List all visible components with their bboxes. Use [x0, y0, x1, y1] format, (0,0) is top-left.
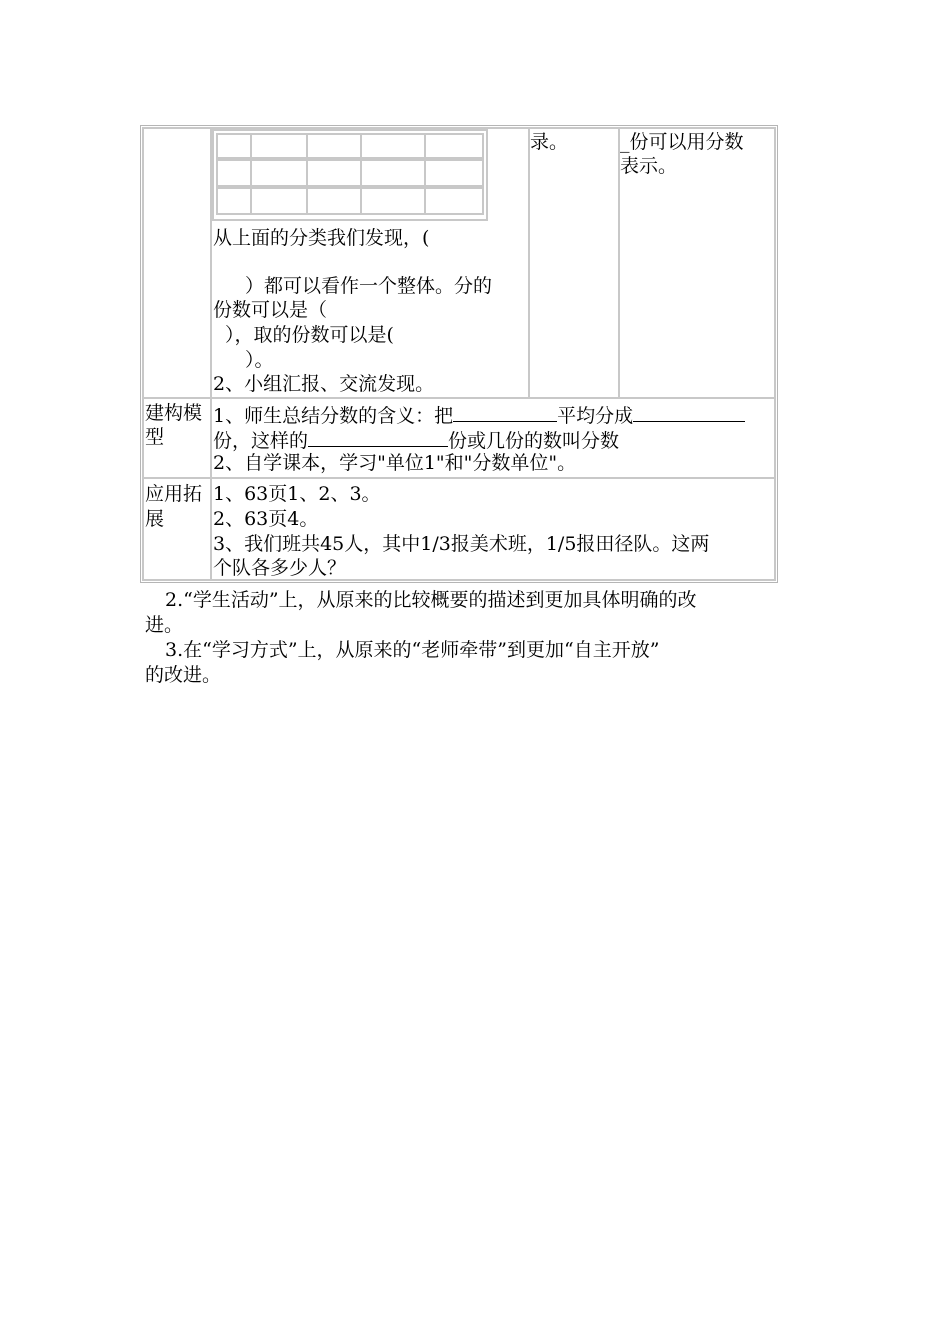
- grid-cell: [424, 159, 484, 187]
- grid-cell: [424, 133, 484, 159]
- exercise-line-3: 3、我们班共45人，其中1/3报美术班，1/5报田径队。这两: [213, 533, 710, 555]
- paragraph-2-line-1: 2.“学生活动”上，从原来的比较概要的描述到更加具体明确的改: [165, 589, 697, 611]
- paragraph-3-line-2: 的改进。: [145, 664, 222, 686]
- definition-text-c: 份，这样的: [213, 430, 309, 452]
- exercise-line-2: 2、63页4。: [213, 508, 319, 530]
- definition-text-d: 份或几份的数叫分数: [448, 430, 620, 452]
- grid-cell: [216, 159, 252, 187]
- grid-cell: [216, 187, 252, 215]
- classification-grid: [212, 129, 488, 221]
- discovery-line-1: 从上面的分类我们发现，(: [213, 227, 430, 249]
- definition-line-1: [213, 401, 745, 428]
- blank-line: [308, 426, 448, 447]
- grid-cell: [306, 133, 362, 159]
- definition-line-2: [213, 426, 619, 453]
- discovery-line-4: ），取的份数可以是(: [225, 324, 394, 346]
- paragraph-2-line-2: 进。: [145, 614, 184, 636]
- row-top-col3: [528, 127, 620, 399]
- discovery-line-3: 份数可以是（: [213, 299, 328, 321]
- definition-text-b: 平均分成: [557, 405, 634, 427]
- fraction-note-line-2: 表示。: [620, 155, 678, 177]
- grid-cell: [306, 159, 362, 187]
- apply-label-1: 应用拓: [145, 483, 203, 505]
- grid-cell: [250, 187, 308, 215]
- discovery-line-5: ）。: [245, 349, 274, 371]
- blank-line: [453, 401, 557, 422]
- discovery-line-2: ）都可以看作一个整体。分的: [245, 275, 493, 297]
- build-model-label-1: 建构模: [145, 402, 203, 424]
- record-text: 录。: [530, 131, 569, 153]
- grid-cell: [250, 133, 308, 159]
- fraction-note-line-1: _份可以用分数: [620, 131, 744, 153]
- grid-cell: [216, 133, 252, 159]
- definition-text-a: 1、师生总结分数的含义：把: [213, 405, 454, 427]
- paragraph-3-line-1: 3.在“学习方式”上，从原来的“老师牵带”到更加“自主开放”: [165, 639, 660, 661]
- group-report-line: 2、小组汇报、交流发现。: [213, 373, 435, 395]
- grid-cell: [306, 187, 362, 215]
- grid-cell: [360, 159, 426, 187]
- exercise-line-4: 个队各多少人？: [213, 557, 347, 579]
- self-study-line: 2、自学课本，学习"单位1"和"分数单位"。: [213, 452, 577, 474]
- grid-cell: [424, 187, 484, 215]
- exercise-line-1: 1、63页1、2、3。: [213, 483, 381, 505]
- apply-label-2: 展: [145, 508, 165, 530]
- row-top-col1: [142, 127, 212, 399]
- grid-cell: [250, 159, 308, 187]
- grid-cell: [360, 133, 426, 159]
- grid-cell: [360, 187, 426, 215]
- build-model-label-2: 型: [145, 426, 165, 448]
- blank-line: [633, 401, 745, 422]
